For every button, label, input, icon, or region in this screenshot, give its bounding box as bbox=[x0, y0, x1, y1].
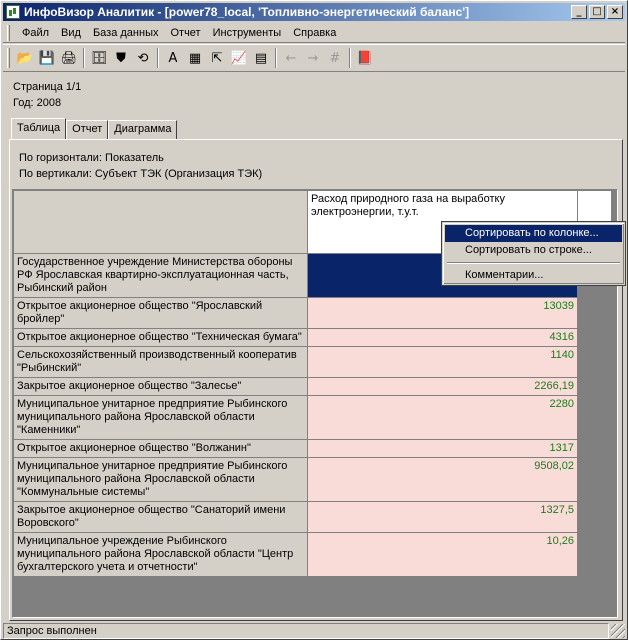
toolbar-separator bbox=[83, 48, 85, 68]
maximize-button[interactable]: □ bbox=[589, 5, 605, 19]
table-row[interactable] bbox=[14, 440, 612, 458]
row-header[interactable]: Муниципальное унитарное предприятие Рыбинского муниципального района Ярославской области "Коммунальные системы" bbox=[14, 458, 308, 502]
tab-strip bbox=[11, 119, 177, 139]
empty-cell bbox=[578, 458, 612, 502]
value-cell[interactable]: 4316 bbox=[308, 329, 578, 347]
row-header[interactable]: Открытое акционерное общество "Техническая бумага" bbox=[14, 329, 308, 347]
row-header[interactable]: Муниципальное унитарное предприятие Рыбинского муниципального района Ярославской области "Каменники" bbox=[14, 396, 308, 440]
toolbar bbox=[3, 44, 625, 72]
save-icon[interactable]: 💾 bbox=[38, 50, 56, 66]
tab-report[interactable]: Отчет bbox=[66, 120, 108, 139]
print-icon[interactable]: 🖨 bbox=[60, 50, 78, 66]
status-bar bbox=[3, 622, 625, 639]
menu-grip bbox=[7, 25, 10, 41]
value-cell[interactable]: 1327,5 bbox=[308, 502, 578, 533]
book-icon[interactable]: 📕 bbox=[356, 50, 374, 66]
horizontal-axis-label: По горизонтали: Показатель bbox=[19, 152, 164, 164]
row-header[interactable]: Муниципальное учреждение Рыбинского муниципального района Ярославской области "Центр бухгалтерского учета и отчетности" bbox=[14, 533, 308, 577]
empty-cell bbox=[578, 347, 612, 378]
comments-menu-item[interactable]: Комментарии... bbox=[465, 269, 544, 281]
status-text: Запрос выполнен bbox=[3, 623, 609, 639]
info-panel bbox=[13, 79, 81, 111]
app-icon[interactable] bbox=[6, 5, 20, 19]
value-cell[interactable]: 2266,19 bbox=[308, 378, 578, 396]
export-icon[interactable]: ⇱ bbox=[211, 50, 223, 66]
row-header[interactable]: Сельскохозяйственный производственный кооператив "Рыбинский" bbox=[14, 347, 308, 378]
grid-corner bbox=[14, 191, 308, 254]
table-row[interactable] bbox=[14, 378, 612, 396]
row-header[interactable]: Государственное учреждение Министерства обороны РФ Ярославская квартирно-эксплуатационная часть, Рыбинский район bbox=[14, 254, 308, 298]
refresh-icon[interactable]: ⟲ bbox=[137, 50, 149, 66]
table-row[interactable] bbox=[14, 458, 612, 502]
menu-database[interactable]: База данных bbox=[92, 26, 159, 39]
sort-by-column-menu-item[interactable]: Сортировать по колонке... bbox=[445, 225, 622, 242]
value-cell[interactable]: 2280 bbox=[308, 396, 578, 440]
menu-file[interactable]: Файл bbox=[22, 26, 50, 39]
page-indicator: Страница 1/1 bbox=[13, 81, 82, 93]
column-header[interactable]: Расход природного газа на выработку электроэнергии, т.у.т. bbox=[308, 191, 578, 254]
empty-cell bbox=[578, 502, 612, 533]
menu-bar bbox=[3, 23, 625, 43]
tab-diagram[interactable]: Диаграмма bbox=[108, 120, 177, 139]
context-menu-separator bbox=[447, 262, 620, 264]
toolbar-separator bbox=[157, 48, 159, 68]
tab-table[interactable]: Таблица bbox=[11, 118, 66, 139]
table-props-icon[interactable]: ▦ bbox=[188, 50, 202, 66]
table-row[interactable] bbox=[14, 502, 612, 533]
forward-arrow-icon: → bbox=[307, 50, 319, 66]
value-cell[interactable]: 10,26 bbox=[308, 533, 578, 577]
empty-cell bbox=[578, 440, 612, 458]
filter-icon[interactable]: ⛊ bbox=[116, 50, 126, 66]
axis-info bbox=[19, 150, 262, 182]
title-bar[interactable] bbox=[3, 3, 625, 21]
menu-help[interactable]: Справка bbox=[293, 26, 337, 39]
font-icon[interactable]: A bbox=[168, 50, 178, 66]
year-indicator: Год: 2008 bbox=[13, 97, 62, 109]
resize-grip[interactable] bbox=[611, 624, 625, 638]
empty-cell bbox=[578, 329, 612, 347]
toolbar-separator bbox=[275, 48, 277, 68]
close-button[interactable]: × bbox=[607, 5, 623, 19]
value-cell[interactable]: 13039 bbox=[308, 298, 578, 329]
empty-cell bbox=[578, 396, 612, 440]
value-cell[interactable]: 9508,02 bbox=[308, 458, 578, 502]
open-folder-icon[interactable]: 📂 bbox=[16, 50, 34, 66]
value-cell[interactable]: 1140 bbox=[308, 347, 578, 378]
menu-view[interactable]: Вид bbox=[61, 26, 81, 39]
table-row[interactable] bbox=[14, 396, 612, 440]
chart-icon[interactable]: 📈 bbox=[230, 50, 248, 66]
toolbar-separator bbox=[349, 48, 351, 68]
calculator-icon[interactable]: ▤ bbox=[254, 50, 268, 66]
menu-report[interactable]: Отчет bbox=[170, 26, 201, 39]
row-header[interactable]: Открытое акционерное общество "Ярославский бройлер" bbox=[14, 298, 308, 329]
row-header[interactable]: Открытое акционерное общество "Волжанин" bbox=[14, 440, 308, 458]
back-arrow-icon: ← bbox=[285, 50, 297, 66]
menu-tools[interactable]: Инструменты bbox=[212, 26, 282, 39]
minimize-button[interactable]: _ bbox=[571, 5, 587, 19]
database-icon[interactable]: 🗄 bbox=[90, 50, 108, 66]
table-row[interactable] bbox=[14, 298, 612, 329]
sort-by-row-menu-item[interactable]: Сортировать по строке... bbox=[465, 244, 592, 256]
table-row[interactable] bbox=[14, 347, 612, 378]
vertical-axis-label: По вертикали: Субъект ТЭК (Организация ТЭК) bbox=[19, 168, 263, 180]
grid-icon: # bbox=[329, 50, 341, 66]
window-title: ИнфоВизор Аналитик - [power78_local, 'Топливно-энергетический баланс'] bbox=[24, 5, 470, 19]
table-row[interactable] bbox=[14, 329, 612, 347]
value-cell[interactable]: 1317 bbox=[308, 440, 578, 458]
context-menu bbox=[442, 222, 625, 285]
empty-cell bbox=[578, 533, 612, 577]
empty-cell bbox=[578, 298, 612, 329]
empty-cell bbox=[578, 378, 612, 396]
row-header[interactable]: Закрытое акционерное общество "Санаторий имени Воровского" bbox=[14, 502, 308, 533]
table-row[interactable] bbox=[14, 533, 612, 577]
row-header[interactable]: Закрытое акционерное общество "Залесье" bbox=[14, 378, 308, 396]
table-tab-panel bbox=[9, 139, 623, 621]
toolbar-grip bbox=[7, 48, 10, 68]
